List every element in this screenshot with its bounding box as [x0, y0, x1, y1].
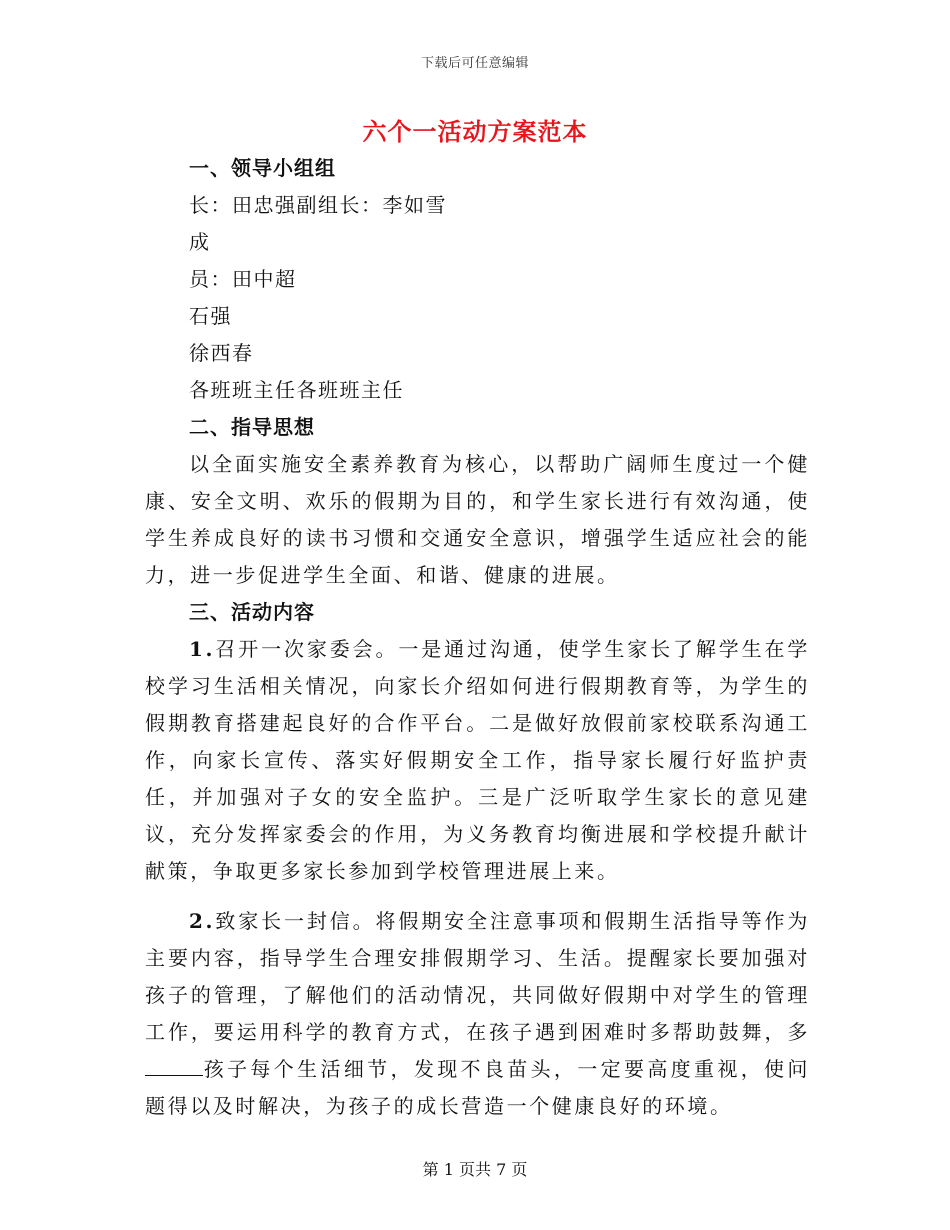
section-heading-guiding-idea: 二、指导思想 — [189, 415, 315, 439]
fill-in-blank — [145, 1075, 203, 1076]
item-text: 召开一次家委会。一是通过沟通，使学生家长了解学生在学校学习生活相关情况，向家长介绍如何进行假期教育等，为学生的假期教育搭建起良好的合作平台。二是做好放假前家校联系沟通工作，向家长宣传、落实好假期安全工作，指导家长履行好监护责任，并加强对子女的安全监护。三是广泛听取学生家长的意见建议，充分发挥家委会的作用，为义务教育均衡进展和学校提升献计献策，争取更多家长参加到学校管理进展上来。 — [145, 637, 810, 883]
member-label-line: 成 — [189, 230, 211, 254]
item-number: 2. — [189, 909, 216, 933]
page-footer: 第 1 页共 7 页 — [422, 1160, 528, 1179]
item-text-continued: 孩子每个生活细节，发现不良苗头，一定要高度重视，使问题得以及时解决，为孩子的成长营造一个健康良好的环境。 — [145, 1057, 810, 1118]
guiding-idea-paragraph: 以全面实施安全素养教育为核心，以帮助广阔师生度过一个健康、安全文明、欢乐的假期为目的，和学生家长进行有效沟通，使学生养成良好的读书习惯和交通安全意识，增强学生适应社会的能力，进一步促进学生全面、和谐、健康的进展。 — [145, 452, 810, 587]
document-title: 六个一活动方案范本 — [362, 117, 588, 146]
member-line: 员：田中超 — [189, 267, 297, 291]
section-heading-leadership: 一、领导小组组 — [189, 156, 336, 180]
document-body — [145, 150, 810, 1125]
member-line: 石强 — [189, 304, 232, 328]
activity-item-1 — [145, 631, 810, 890]
member-line: 徐西春 — [189, 341, 254, 365]
activity-item-2 — [145, 903, 810, 1125]
section-heading-activities: 三、活动内容 — [189, 600, 315, 624]
page-header: 下载后可任意编辑 — [420, 56, 529, 71]
leader-line: 长：田忠强副组长：李如雪 — [189, 193, 447, 217]
member-line: 各班班主任各班班主任 — [189, 378, 404, 402]
item-text: 致家长一封信。将假期安全注意事项和假期生活指导等作为主要内容，指导学生合理安排假期学习、生活。提醒家长要加强对孩子的管理，了解他们的活动情况，共同做好假期中对学生的管理工作，要运用科学的教育方式，在孩子遇到困难时多帮助鼓舞，多 — [145, 909, 810, 1044]
item-number: 1. — [189, 637, 216, 661]
